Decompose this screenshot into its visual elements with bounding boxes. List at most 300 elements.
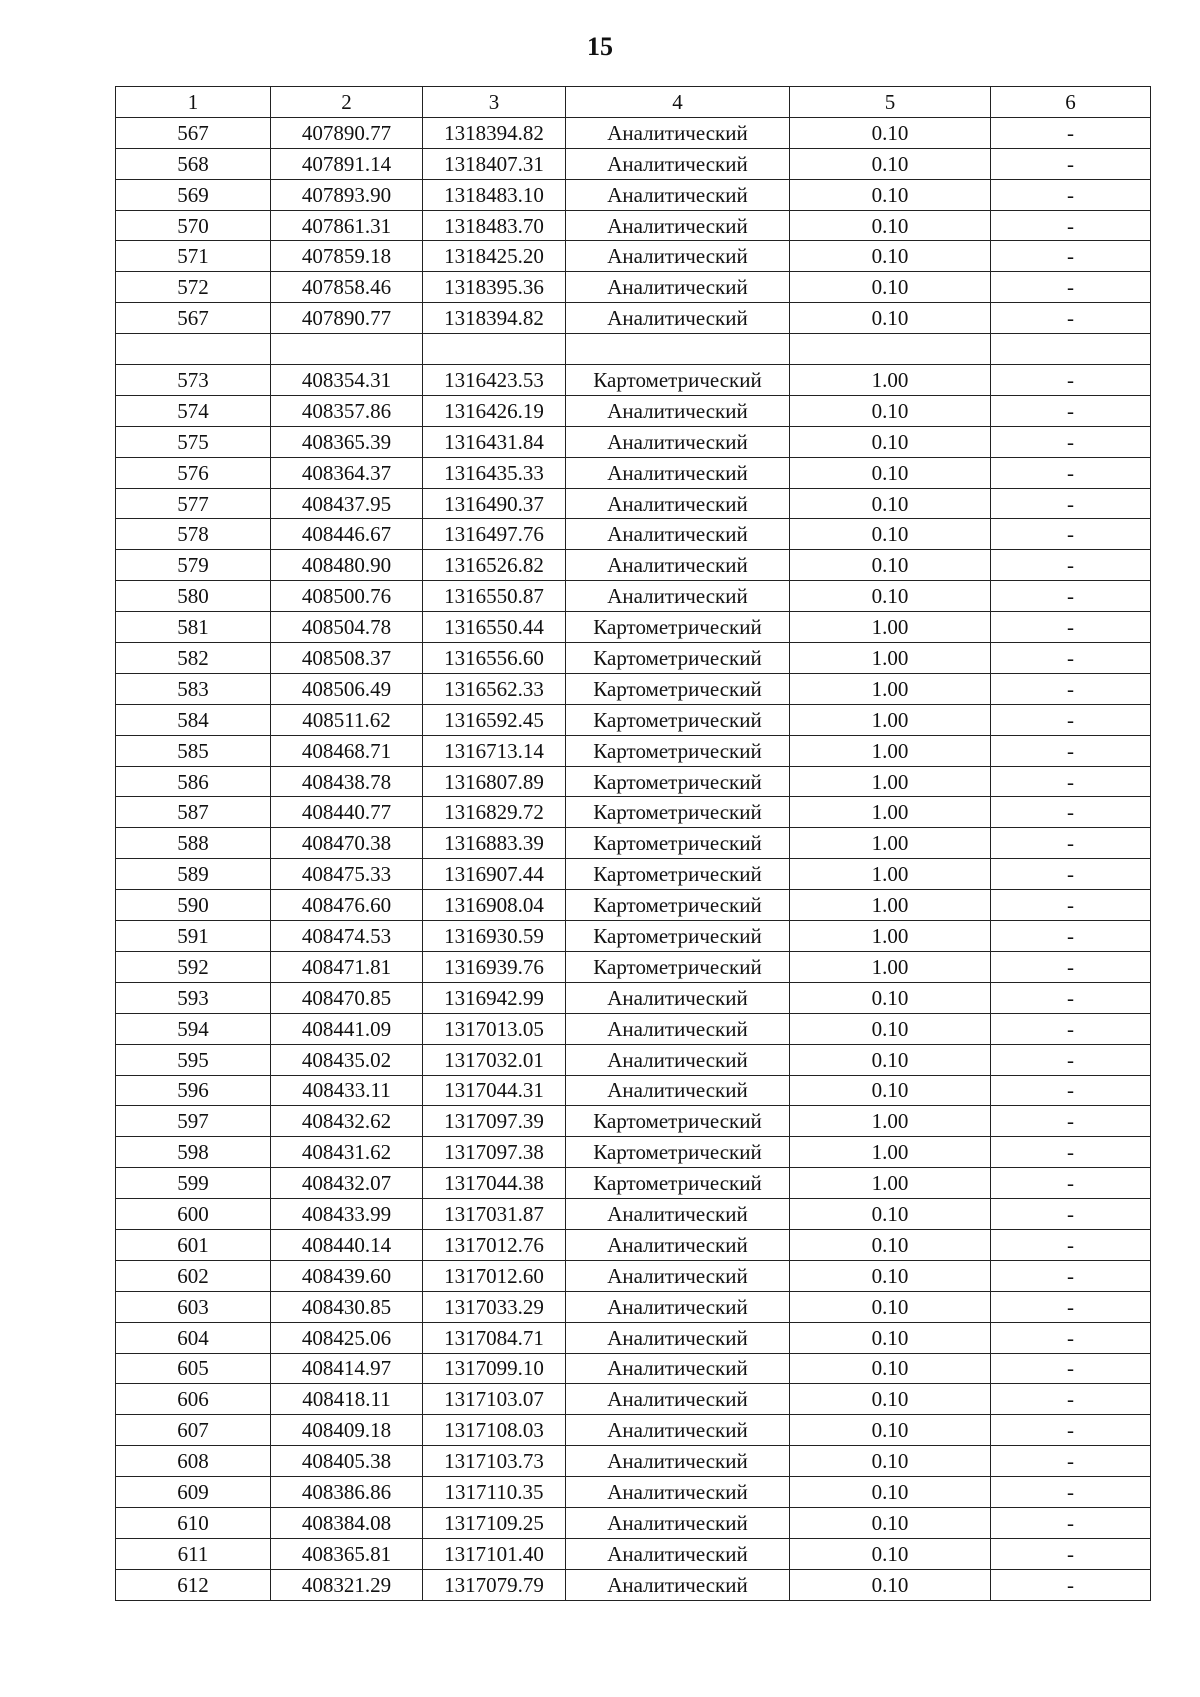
x-coordinate-cell: 407890.77 — [271, 303, 423, 334]
point-number-cell: 603 — [116, 1291, 271, 1322]
y-coordinate-cell: 1316497.76 — [423, 519, 566, 550]
table-row — [116, 859, 1151, 890]
x-coordinate-cell: 407861.31 — [271, 210, 423, 241]
method-cell: Аналитический — [566, 1569, 790, 1600]
point-number-cell: 593 — [116, 982, 271, 1013]
accuracy-cell: 0.10 — [790, 1260, 991, 1291]
x-coordinate-cell: 408364.37 — [271, 457, 423, 488]
accuracy-cell: 0.10 — [790, 1044, 991, 1075]
method-cell: Картометрический — [566, 365, 790, 396]
accuracy-cell: 1.00 — [790, 1168, 991, 1199]
point-number-cell: 582 — [116, 643, 271, 674]
header-row — [116, 87, 1151, 118]
accuracy-cell: 1.00 — [790, 704, 991, 735]
x-coordinate-cell: 408508.37 — [271, 643, 423, 674]
method-cell: Картометрический — [566, 951, 790, 982]
header-cell-1: 1 — [116, 87, 271, 118]
method-cell: Картометрический — [566, 1168, 790, 1199]
accuracy-cell: 0.10 — [790, 982, 991, 1013]
description-cell: - — [991, 488, 1151, 519]
description-cell: - — [991, 1199, 1151, 1230]
x-coordinate-cell: 408471.81 — [271, 951, 423, 982]
description-cell: - — [991, 457, 1151, 488]
point-number-cell: 580 — [116, 581, 271, 612]
y-coordinate-cell: 1317099.10 — [423, 1353, 566, 1384]
point-number-cell: 602 — [116, 1260, 271, 1291]
y-coordinate-cell: 1317110.35 — [423, 1477, 566, 1508]
method-cell: Картометрический — [566, 735, 790, 766]
table-row — [116, 210, 1151, 241]
table-row — [116, 797, 1151, 828]
description-cell: - — [991, 1168, 1151, 1199]
accuracy-cell: 0.10 — [790, 1446, 991, 1477]
accuracy-cell: 1.00 — [790, 797, 991, 828]
point-number-cell: 581 — [116, 612, 271, 643]
accuracy-cell: 0.10 — [790, 1199, 991, 1230]
point-number-cell: 592 — [116, 951, 271, 982]
description-cell: - — [991, 1322, 1151, 1353]
x-coordinate-cell: 408446.67 — [271, 519, 423, 550]
point-number-cell: 583 — [116, 673, 271, 704]
point-number-cell: 576 — [116, 457, 271, 488]
x-coordinate-cell: 408354.31 — [271, 365, 423, 396]
description-cell: - — [991, 1353, 1151, 1384]
method-cell: Аналитический — [566, 1507, 790, 1538]
accuracy-cell: 0.10 — [790, 519, 991, 550]
x-coordinate-cell: 408409.18 — [271, 1415, 423, 1446]
y-coordinate-cell: 1317084.71 — [423, 1322, 566, 1353]
description-cell: - — [991, 797, 1151, 828]
accuracy-cell: 1.00 — [790, 890, 991, 921]
y-coordinate-cell: 1318394.82 — [423, 303, 566, 334]
accuracy-cell — [790, 334, 991, 365]
x-coordinate-cell: 407893.90 — [271, 179, 423, 210]
description-cell: - — [991, 519, 1151, 550]
y-coordinate-cell: 1318407.31 — [423, 148, 566, 179]
table-row — [116, 272, 1151, 303]
table-row — [116, 1168, 1151, 1199]
point-number-cell: 612 — [116, 1569, 271, 1600]
description-cell: - — [991, 210, 1151, 241]
accuracy-cell: 0.10 — [790, 1507, 991, 1538]
accuracy-cell: 0.10 — [790, 1229, 991, 1260]
point-number-cell: 567 — [116, 117, 271, 148]
point-number-cell: 570 — [116, 210, 271, 241]
table-row — [116, 581, 1151, 612]
method-cell: Аналитический — [566, 550, 790, 581]
point-number-cell: 586 — [116, 766, 271, 797]
table-row — [116, 982, 1151, 1013]
method-cell: Аналитический — [566, 1075, 790, 1106]
y-coordinate-cell: 1316550.87 — [423, 581, 566, 612]
table-row — [116, 519, 1151, 550]
accuracy-cell: 1.00 — [790, 643, 991, 674]
description-cell: - — [991, 1260, 1151, 1291]
method-cell: Аналитический — [566, 1291, 790, 1322]
point-number-cell: 595 — [116, 1044, 271, 1075]
x-coordinate-cell: 408470.38 — [271, 828, 423, 859]
point-number-cell: 569 — [116, 179, 271, 210]
accuracy-cell: 0.10 — [790, 1384, 991, 1415]
description-cell: - — [991, 1229, 1151, 1260]
table-row — [116, 148, 1151, 179]
description-cell: - — [991, 241, 1151, 272]
table-row — [116, 1322, 1151, 1353]
method-cell: Аналитический — [566, 241, 790, 272]
accuracy-cell: 1.00 — [790, 766, 991, 797]
point-number-cell: 577 — [116, 488, 271, 519]
accuracy-cell: 0.10 — [790, 395, 991, 426]
point-number-cell: 610 — [116, 1507, 271, 1538]
x-coordinate-cell: 408504.78 — [271, 612, 423, 643]
y-coordinate-cell: 1317103.07 — [423, 1384, 566, 1415]
table-row — [116, 1044, 1151, 1075]
accuracy-cell: 0.10 — [790, 148, 991, 179]
table-row — [116, 704, 1151, 735]
table-row — [116, 550, 1151, 581]
table-row — [116, 1137, 1151, 1168]
table-row — [116, 643, 1151, 674]
description-cell: - — [991, 735, 1151, 766]
x-coordinate-cell: 408511.62 — [271, 704, 423, 735]
table-row — [116, 395, 1151, 426]
x-coordinate-cell: 408386.86 — [271, 1477, 423, 1508]
table-row — [116, 457, 1151, 488]
point-number-cell: 607 — [116, 1415, 271, 1446]
accuracy-cell: 0.10 — [790, 1415, 991, 1446]
method-cell: Картометрический — [566, 766, 790, 797]
point-number-cell: 597 — [116, 1106, 271, 1137]
method-cell: Аналитический — [566, 457, 790, 488]
description-cell — [991, 334, 1151, 365]
point-number-cell: 600 — [116, 1199, 271, 1230]
y-coordinate-cell: 1316713.14 — [423, 735, 566, 766]
table-row — [116, 1507, 1151, 1538]
method-cell: Аналитический — [566, 1538, 790, 1569]
y-coordinate-cell: 1316930.59 — [423, 921, 566, 952]
x-coordinate-cell: 408439.60 — [271, 1260, 423, 1291]
description-cell: - — [991, 1044, 1151, 1075]
table-row — [116, 1106, 1151, 1137]
description-cell: - — [991, 117, 1151, 148]
table-row — [116, 1415, 1151, 1446]
method-cell: Аналитический — [566, 1353, 790, 1384]
y-coordinate-cell: 1316423.53 — [423, 365, 566, 396]
point-number-cell: 599 — [116, 1168, 271, 1199]
x-coordinate-cell: 408470.85 — [271, 982, 423, 1013]
y-coordinate-cell: 1317044.38 — [423, 1168, 566, 1199]
x-coordinate-cell: 408475.33 — [271, 859, 423, 890]
method-cell: Аналитический — [566, 117, 790, 148]
x-coordinate-cell: 408474.53 — [271, 921, 423, 952]
accuracy-cell: 1.00 — [790, 859, 991, 890]
method-cell: Аналитический — [566, 982, 790, 1013]
x-coordinate-cell: 408433.11 — [271, 1075, 423, 1106]
accuracy-cell: 1.00 — [790, 1137, 991, 1168]
x-coordinate-cell: 408440.14 — [271, 1229, 423, 1260]
x-coordinate-cell: 408506.49 — [271, 673, 423, 704]
point-number-cell: 605 — [116, 1353, 271, 1384]
description-cell: - — [991, 148, 1151, 179]
table-row — [116, 735, 1151, 766]
header-cell-6: 6 — [991, 87, 1151, 118]
point-number-cell: 571 — [116, 241, 271, 272]
description-cell: - — [991, 828, 1151, 859]
method-cell: Аналитический — [566, 519, 790, 550]
x-coordinate-cell: 407890.77 — [271, 117, 423, 148]
y-coordinate-cell: 1316829.72 — [423, 797, 566, 828]
y-coordinate-cell: 1317033.29 — [423, 1291, 566, 1322]
description-cell: - — [991, 673, 1151, 704]
y-coordinate-cell: 1316592.45 — [423, 704, 566, 735]
x-coordinate-cell: 408500.76 — [271, 581, 423, 612]
method-cell: Аналитический — [566, 210, 790, 241]
y-coordinate-cell: 1317079.79 — [423, 1569, 566, 1600]
accuracy-cell: 0.10 — [790, 581, 991, 612]
y-coordinate-cell: 1316939.76 — [423, 951, 566, 982]
y-coordinate-cell: 1317097.38 — [423, 1137, 566, 1168]
accuracy-cell: 0.10 — [790, 210, 991, 241]
description-cell: - — [991, 1569, 1151, 1600]
y-coordinate-cell: 1317013.05 — [423, 1013, 566, 1044]
description-cell: - — [991, 766, 1151, 797]
accuracy-cell: 0.10 — [790, 1322, 991, 1353]
accuracy-cell: 0.10 — [790, 179, 991, 210]
x-coordinate-cell: 408432.62 — [271, 1106, 423, 1137]
method-cell: Аналитический — [566, 1322, 790, 1353]
y-coordinate-cell: 1316883.39 — [423, 828, 566, 859]
method-cell: Аналитический — [566, 303, 790, 334]
table-header — [116, 87, 1151, 118]
method-cell: Аналитический — [566, 395, 790, 426]
method-cell: Картометрический — [566, 643, 790, 674]
y-coordinate-cell: 1316431.84 — [423, 426, 566, 457]
accuracy-cell: 0.10 — [790, 1538, 991, 1569]
y-coordinate-cell: 1317031.87 — [423, 1199, 566, 1230]
method-cell: Аналитический — [566, 1415, 790, 1446]
point-number-cell: 598 — [116, 1137, 271, 1168]
description-cell: - — [991, 1446, 1151, 1477]
point-number-cell — [116, 334, 271, 365]
description-cell: - — [991, 982, 1151, 1013]
table-row — [116, 241, 1151, 272]
method-cell: Аналитический — [566, 179, 790, 210]
header-cell-3: 3 — [423, 87, 566, 118]
table-row — [116, 1353, 1151, 1384]
x-coordinate-cell — [271, 334, 423, 365]
method-cell: Картометрический — [566, 612, 790, 643]
table-row — [116, 1013, 1151, 1044]
x-coordinate-cell: 408437.95 — [271, 488, 423, 519]
method-cell: Картометрический — [566, 704, 790, 735]
point-number-cell: 591 — [116, 921, 271, 952]
method-cell: Картометрический — [566, 828, 790, 859]
table-row — [116, 426, 1151, 457]
y-coordinate-cell: 1317103.73 — [423, 1446, 566, 1477]
x-coordinate-cell: 408480.90 — [271, 550, 423, 581]
method-cell: Аналитический — [566, 1229, 790, 1260]
method-cell: Картометрический — [566, 1106, 790, 1137]
method-cell: Картометрический — [566, 1137, 790, 1168]
x-coordinate-cell: 408468.71 — [271, 735, 423, 766]
point-number-cell: 587 — [116, 797, 271, 828]
y-coordinate-cell: 1316490.37 — [423, 488, 566, 519]
table-row — [116, 890, 1151, 921]
table-row — [116, 951, 1151, 982]
y-coordinate-cell — [423, 334, 566, 365]
x-coordinate-cell: 407858.46 — [271, 272, 423, 303]
point-number-cell: 572 — [116, 272, 271, 303]
method-cell: Аналитический — [566, 1446, 790, 1477]
accuracy-cell: 0.10 — [790, 1569, 991, 1600]
table-row — [116, 179, 1151, 210]
accuracy-cell: 0.10 — [790, 457, 991, 488]
y-coordinate-cell: 1316942.99 — [423, 982, 566, 1013]
y-coordinate-cell: 1317032.01 — [423, 1044, 566, 1075]
accuracy-cell: 1.00 — [790, 951, 991, 982]
table-row — [116, 1538, 1151, 1569]
y-coordinate-cell: 1316526.82 — [423, 550, 566, 581]
table-row — [116, 612, 1151, 643]
accuracy-cell: 1.00 — [790, 365, 991, 396]
accuracy-cell: 0.10 — [790, 426, 991, 457]
accuracy-cell: 0.10 — [790, 1353, 991, 1384]
description-cell: - — [991, 1013, 1151, 1044]
method-cell: Аналитический — [566, 426, 790, 457]
table-row — [116, 1291, 1151, 1322]
x-coordinate-cell: 408435.02 — [271, 1044, 423, 1075]
method-cell: Аналитический — [566, 581, 790, 612]
method-cell: Картометрический — [566, 797, 790, 828]
accuracy-cell: 0.10 — [790, 488, 991, 519]
y-coordinate-cell: 1316426.19 — [423, 395, 566, 426]
point-number-cell: 590 — [116, 890, 271, 921]
accuracy-cell: 0.10 — [790, 1013, 991, 1044]
accuracy-cell: 1.00 — [790, 612, 991, 643]
method-cell: Аналитический — [566, 1384, 790, 1415]
description-cell: - — [991, 581, 1151, 612]
method-cell: Картометрический — [566, 890, 790, 921]
method-cell: Аналитический — [566, 1199, 790, 1230]
point-number-cell: 584 — [116, 704, 271, 735]
table-row — [116, 1384, 1151, 1415]
accuracy-cell: 1.00 — [790, 1106, 991, 1137]
page-number: 15 — [587, 32, 613, 61]
x-coordinate-cell: 408440.77 — [271, 797, 423, 828]
table-row — [116, 1075, 1151, 1106]
accuracy-cell: 0.10 — [790, 303, 991, 334]
x-coordinate-cell: 408430.85 — [271, 1291, 423, 1322]
x-coordinate-cell: 408321.29 — [271, 1569, 423, 1600]
table-row — [116, 1229, 1151, 1260]
y-coordinate-cell: 1316550.44 — [423, 612, 566, 643]
table-row — [116, 1477, 1151, 1508]
table-row — [116, 1260, 1151, 1291]
description-cell: - — [991, 1075, 1151, 1106]
method-cell: Аналитический — [566, 1044, 790, 1075]
description-cell: - — [991, 1415, 1151, 1446]
description-cell: - — [991, 1137, 1151, 1168]
table-body — [116, 117, 1151, 1600]
table-row — [116, 1446, 1151, 1477]
point-number-cell: 606 — [116, 1384, 271, 1415]
method-cell: Аналитический — [566, 488, 790, 519]
point-number-cell: 609 — [116, 1477, 271, 1508]
description-cell: - — [991, 859, 1151, 890]
y-coordinate-cell: 1316907.44 — [423, 859, 566, 890]
method-cell: Аналитический — [566, 148, 790, 179]
point-number-cell: 596 — [116, 1075, 271, 1106]
point-number-cell: 594 — [116, 1013, 271, 1044]
y-coordinate-cell: 1317109.25 — [423, 1507, 566, 1538]
y-coordinate-cell: 1317108.03 — [423, 1415, 566, 1446]
description-cell: - — [991, 643, 1151, 674]
x-coordinate-cell: 408418.11 — [271, 1384, 423, 1415]
description-cell: - — [991, 550, 1151, 581]
x-coordinate-cell: 407891.14 — [271, 148, 423, 179]
y-coordinate-cell: 1317044.31 — [423, 1075, 566, 1106]
x-coordinate-cell: 408365.81 — [271, 1538, 423, 1569]
y-coordinate-cell: 1318394.82 — [423, 117, 566, 148]
x-coordinate-cell: 408431.62 — [271, 1137, 423, 1168]
header-cell-4: 4 — [566, 87, 790, 118]
description-cell: - — [991, 1477, 1151, 1508]
description-cell: - — [991, 921, 1151, 952]
point-number-cell: 601 — [116, 1229, 271, 1260]
description-cell: - — [991, 612, 1151, 643]
accuracy-cell: 1.00 — [790, 735, 991, 766]
x-coordinate-cell: 408432.07 — [271, 1168, 423, 1199]
method-cell: Картометрический — [566, 859, 790, 890]
description-cell: - — [991, 426, 1151, 457]
description-cell: - — [991, 1507, 1151, 1538]
method-cell — [566, 334, 790, 365]
x-coordinate-cell: 408476.60 — [271, 890, 423, 921]
method-cell: Аналитический — [566, 1477, 790, 1508]
x-coordinate-cell: 407859.18 — [271, 241, 423, 272]
description-cell: - — [991, 1291, 1151, 1322]
x-coordinate-cell: 408405.38 — [271, 1446, 423, 1477]
table-row — [116, 365, 1151, 396]
method-cell: Аналитический — [566, 1260, 790, 1291]
method-cell: Картометрический — [566, 921, 790, 952]
point-number-cell: 568 — [116, 148, 271, 179]
x-coordinate-cell: 408433.99 — [271, 1199, 423, 1230]
point-number-cell: 575 — [116, 426, 271, 457]
header-cell-5: 5 — [790, 87, 991, 118]
description-cell: - — [991, 951, 1151, 982]
table-row — [116, 766, 1151, 797]
description-cell: - — [991, 1538, 1151, 1569]
y-coordinate-cell: 1317097.39 — [423, 1106, 566, 1137]
x-coordinate-cell: 408357.86 — [271, 395, 423, 426]
point-number-cell: 574 — [116, 395, 271, 426]
point-number-cell: 604 — [116, 1322, 271, 1353]
x-coordinate-cell: 408438.78 — [271, 766, 423, 797]
description-cell: - — [991, 179, 1151, 210]
table-row — [116, 1569, 1151, 1600]
description-cell: - — [991, 272, 1151, 303]
description-cell: - — [991, 395, 1151, 426]
description-cell: - — [991, 1384, 1151, 1415]
point-number-cell: 588 — [116, 828, 271, 859]
table-row — [116, 1199, 1151, 1230]
accuracy-cell: 0.10 — [790, 1075, 991, 1106]
coordinates-table — [115, 86, 1151, 1601]
description-cell: - — [991, 1106, 1151, 1137]
accuracy-cell: 0.10 — [790, 117, 991, 148]
table-row — [116, 117, 1151, 148]
